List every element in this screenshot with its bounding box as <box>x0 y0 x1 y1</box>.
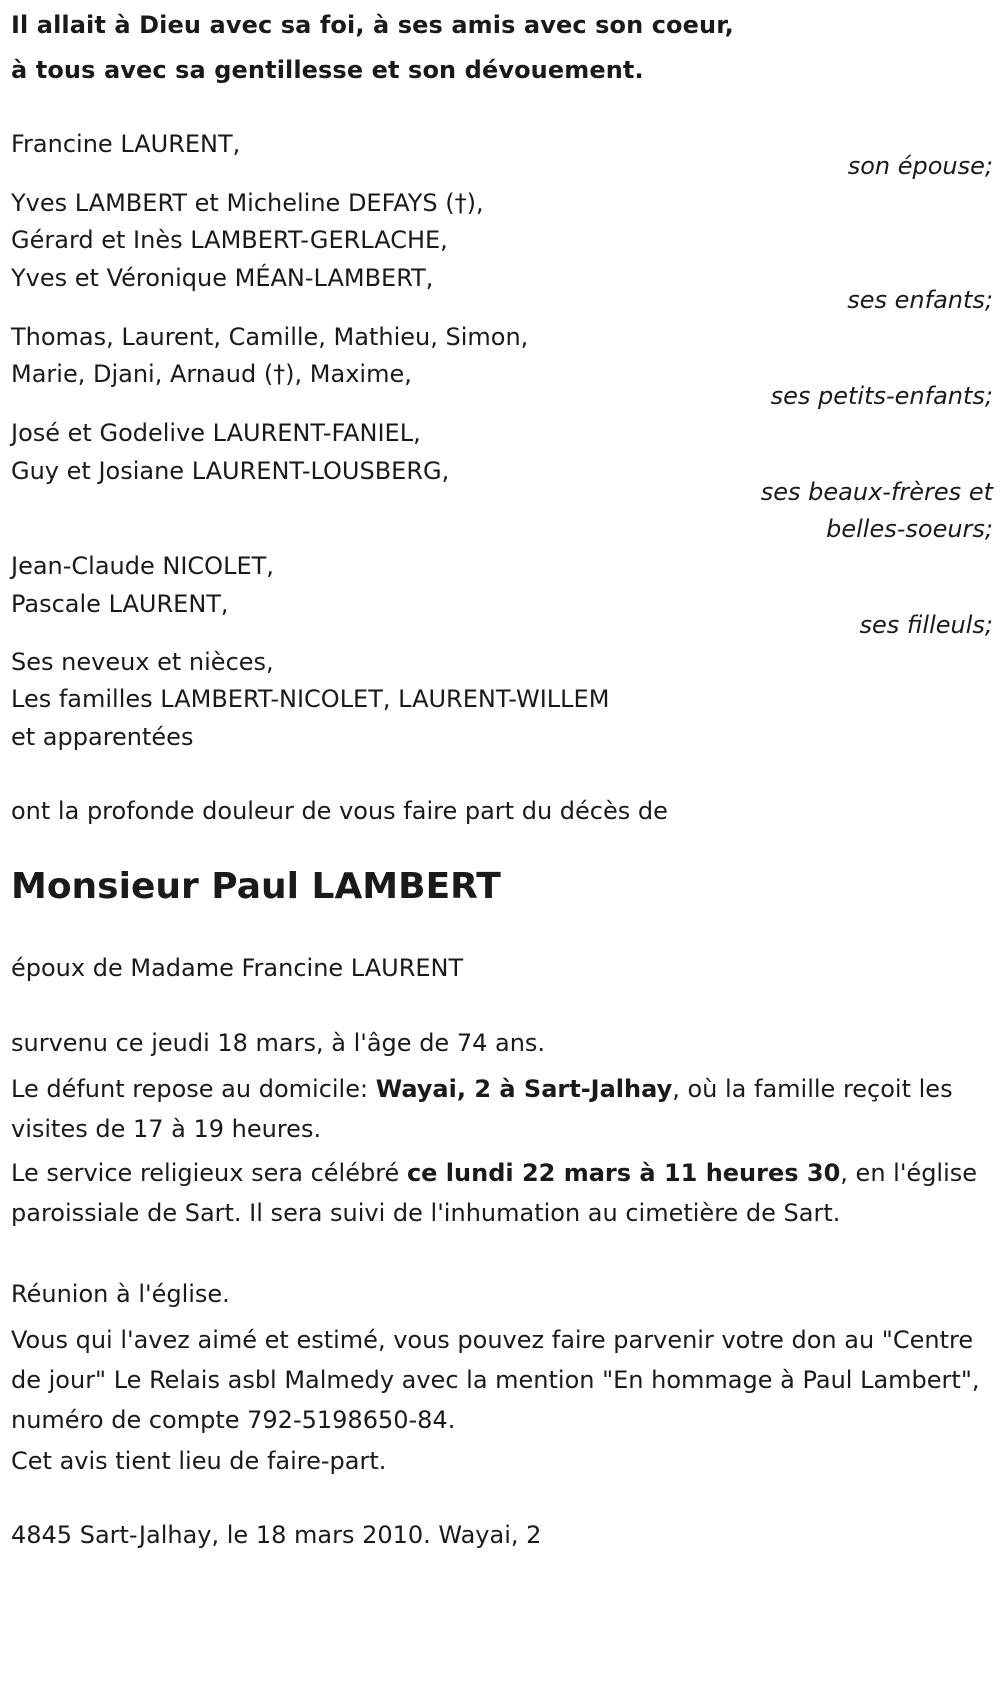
deceased-name: Monsieur Paul LAMBERT <box>11 866 501 907</box>
reunion-line: Réunion à l'église. <box>11 1280 230 1308</box>
repose-paragraph: Le défunt repose au domicile: Wayai, 2 à Sart-Jalhay, où la famille reçoit les visites de 17 à 19 heures. <box>11 1075 953 1143</box>
family-role: son épouse; <box>847 152 993 180</box>
family-name-line: Jean-Claude NICOLET, <box>11 552 274 580</box>
place-date-line: 4845 Sart-Jalhay, le 18 mars 2010. Wayai, 2 <box>11 1521 542 1549</box>
family-name-line: Marie, Djani, Arnaud (†), Maxime, <box>11 360 412 388</box>
family-name-line: Thomas, Laurent, Camille, Mathieu, Simon, <box>11 323 529 351</box>
service-datetime: ce lundi 22 mars à 11 heures 30 <box>406 1159 841 1187</box>
family-name-line: Gérard et Inès LAMBERT-GERLACHE, <box>11 226 448 254</box>
family-name-line: Yves LAMBERT et Micheline DEFAYS (†), <box>11 189 484 217</box>
spouse-line: époux de Madame Francine LAURENT <box>11 954 464 982</box>
family-name-line: et apparentées <box>11 723 194 751</box>
family-role: ses enfants; <box>847 286 993 314</box>
family-role: belles-soeurs; <box>826 515 993 543</box>
announcement: ont la profonde douleur de vous faire part du décès de <box>11 797 668 825</box>
deceased-date-age: survenu ce jeudi 18 mars, à l'âge de 74 ans. <box>11 1029 546 1057</box>
family-name-line: José et Godelive LAURENT-FANIEL, <box>11 419 421 447</box>
donation-paragraph: Vous qui l'avez aimé et estimé, vous pouvez faire parvenir votre don au "Centre de jour" Le Relais asbl Malmedy avec la mention "En hommage à Paul Lambert", numéro de compte 792-5198650-84. <box>11 1326 980 1434</box>
family-name-line: Francine LAURENT, <box>11 130 241 158</box>
family-name-line: Pascale LAURENT, <box>11 590 229 618</box>
epigraph-line-1: Il allait à Dieu avec sa foi, à ses amis avec son coeur, <box>11 11 734 39</box>
family-role: ses filleuls; <box>859 611 993 639</box>
family-role: ses petits-enfants; <box>770 382 993 410</box>
service-paragraph: Le service religieux sera célébré ce lundi 22 mars à 11 heures 30, en l'église paroissiale de Sart. Il sera suivi de l'inhumation au cimetière de Sart. <box>11 1159 978 1227</box>
epigraph-line-2: à tous avec sa gentillesse et son dévouement. <box>11 56 644 84</box>
repose-address: Wayai, 2 à Sart-Jalhay <box>375 1075 673 1103</box>
family-name-line: Guy et Josiane LAURENT-LOUSBERG, <box>11 457 450 485</box>
family-role: ses beaux-frères et <box>760 478 993 506</box>
family-name-line: Yves et Véronique MÉAN-LAMBERT, <box>11 264 434 292</box>
family-name-line: Ses neveux et nièces, <box>11 648 274 676</box>
notice-line: Cet avis tient lieu de faire-part. <box>11 1447 387 1475</box>
family-name-line: Les familles LAMBERT-NICOLET, LAURENT-WILLEM <box>11 685 610 713</box>
